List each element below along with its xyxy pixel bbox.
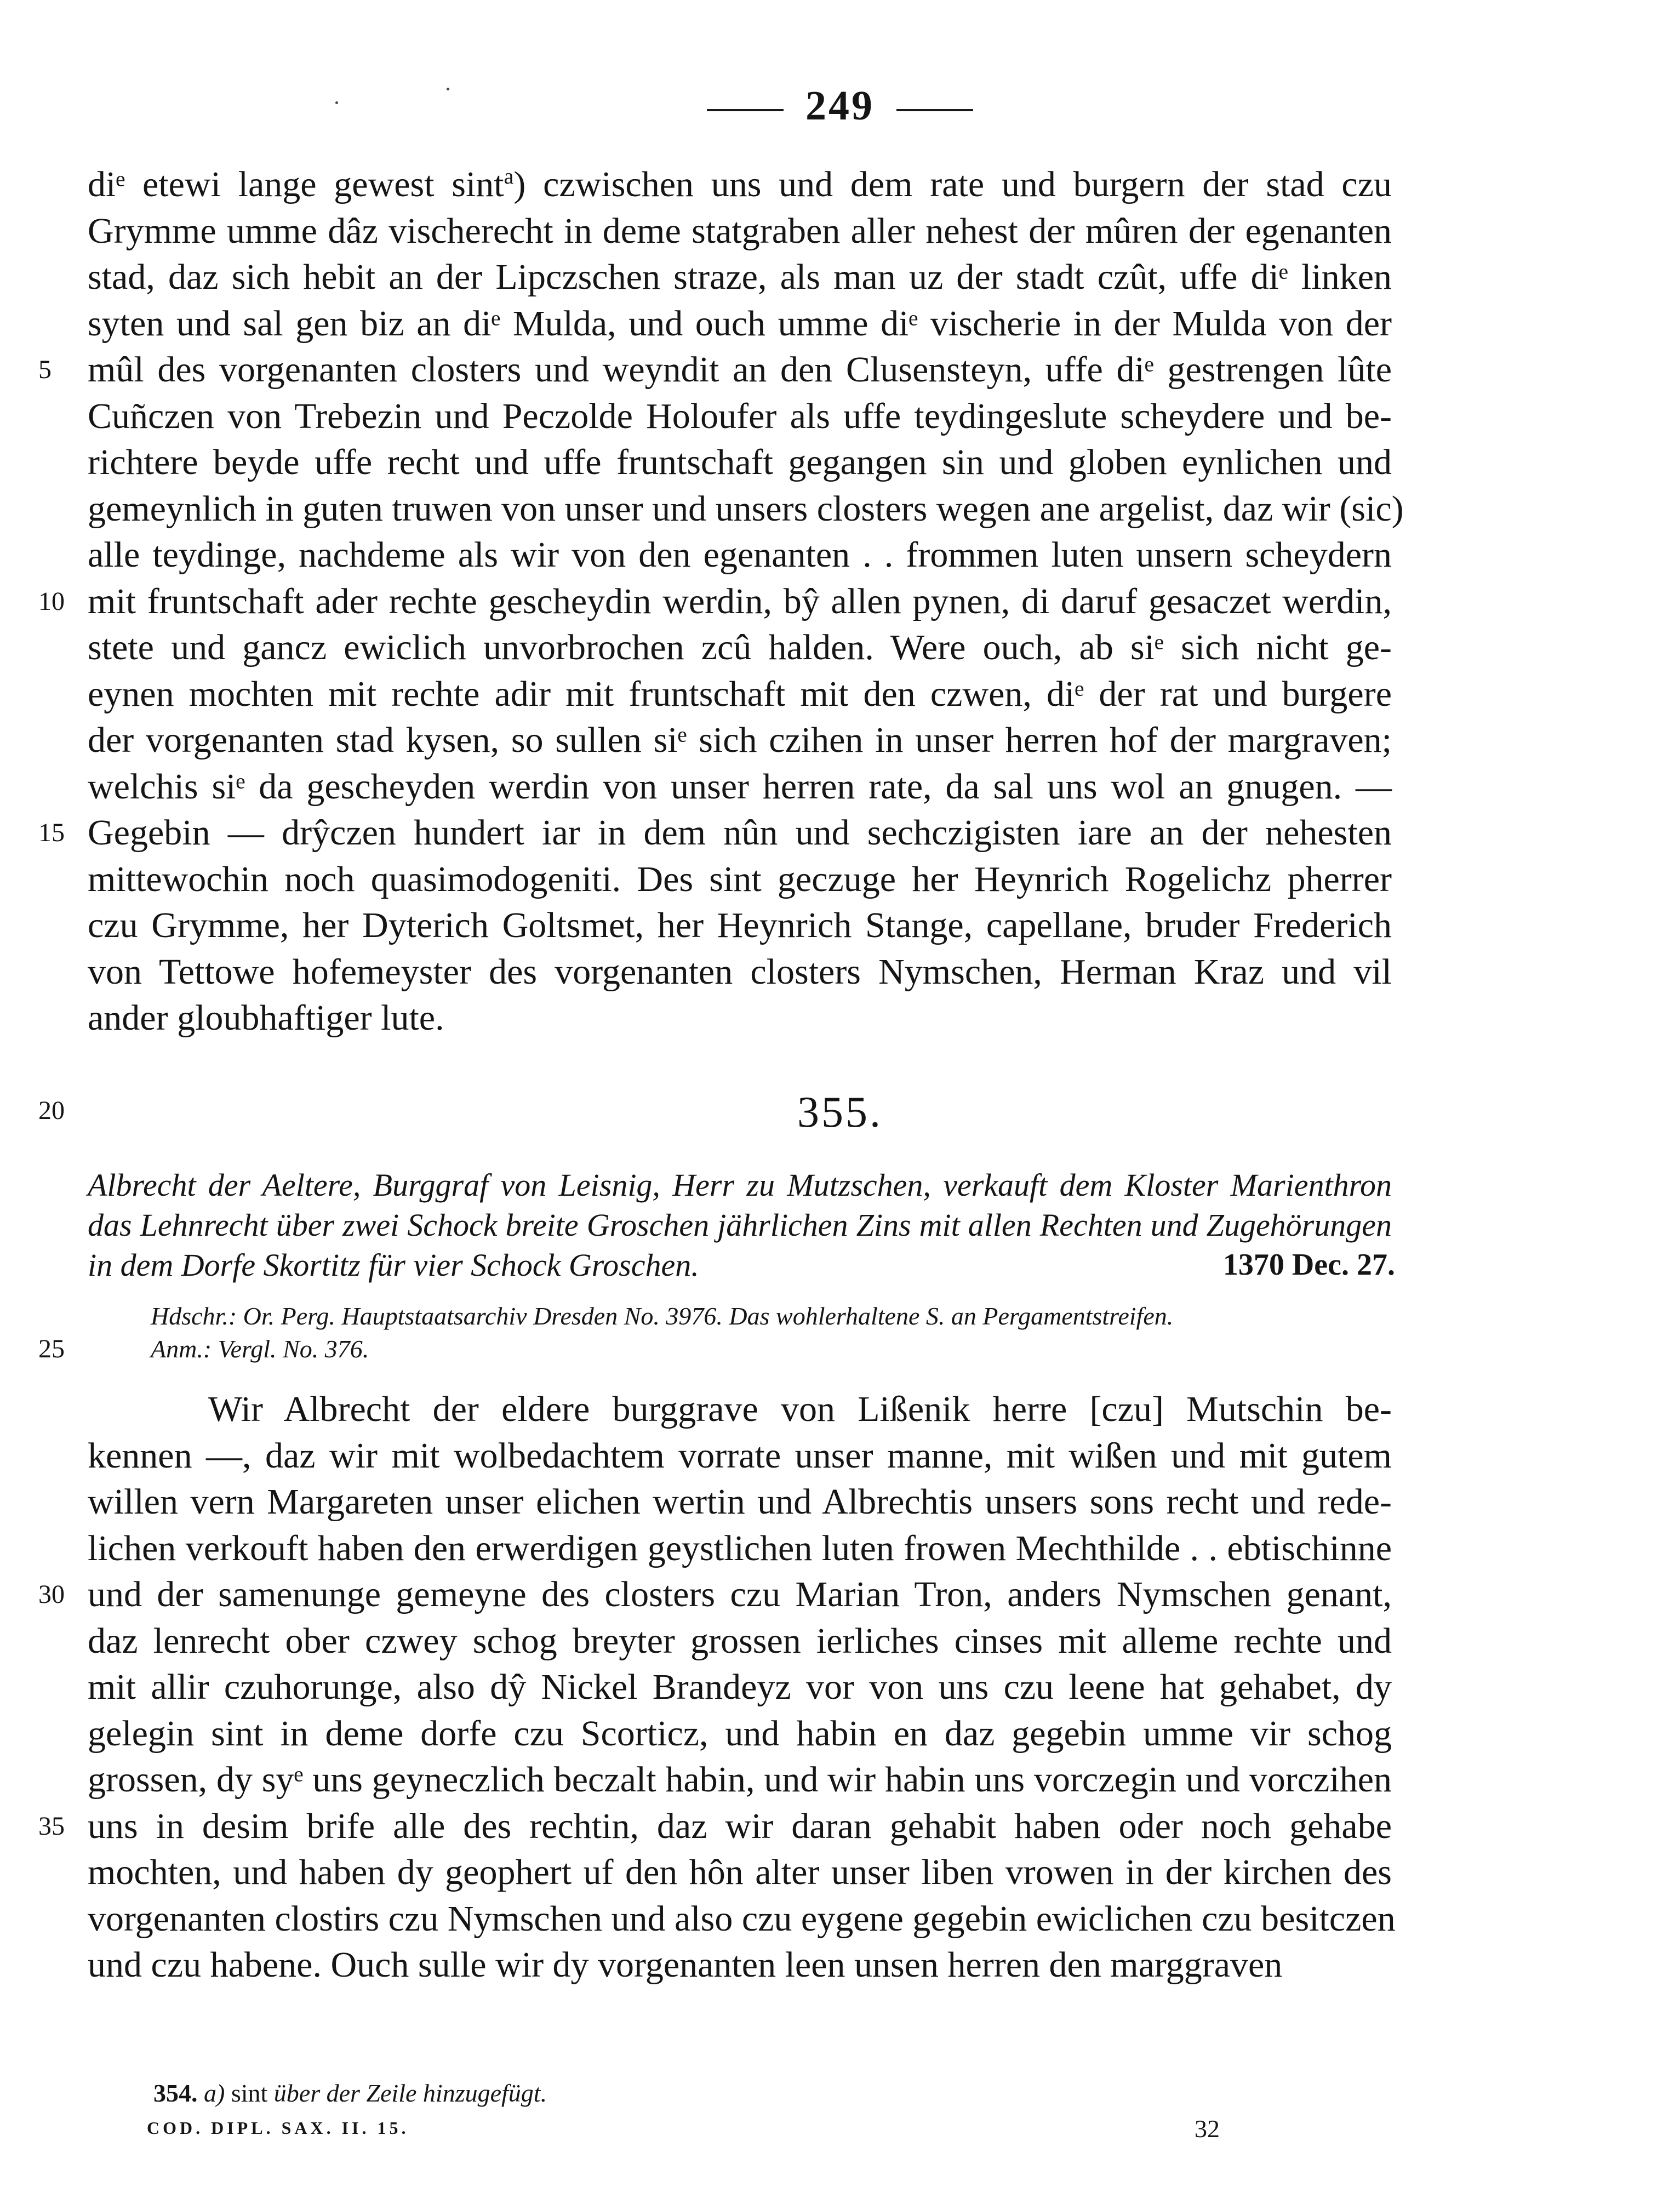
line-text: der vorgenanten stad kysen, so sullen siᵉ sich czihen in unser herren hof der margraven; xyxy=(88,720,1392,760)
text-line xyxy=(88,903,1392,949)
line-text: mit allir czuhorunge, also dŷ Nickel Brandeyz vor von uns czu leene hat gehabet, dy xyxy=(88,1667,1392,1707)
line-text: ander gloubhaftiger lute. xyxy=(88,998,444,1038)
header-rule-left xyxy=(707,109,784,111)
line-text: willen vern Margareten unser elichen wertin und Albrechtis unsers sons recht und rede- xyxy=(88,1482,1392,1522)
footnote-word: sint xyxy=(231,2079,268,2107)
line-number: 15 xyxy=(38,818,65,847)
text-line xyxy=(88,764,1392,810)
text-line xyxy=(88,1572,1392,1618)
text-line xyxy=(88,949,1392,995)
line-text: stete und gancz ewiclich unvorbrochen zcû halden. Were ouch, ab siᵉ sich nicht ge- xyxy=(88,627,1392,667)
line-text: eynen mochten mit rechte adir mit fruntschaft mit den czwen, diᵉ der rat und burgere xyxy=(88,673,1392,714)
line-text: lichen verkouft haben den erwerdigen geystlichen luten frowen Mechthilde . . ebtischinne xyxy=(88,1528,1392,1568)
line-text: czu Grymme, her Dyterich Goltsmet, her Heynrich Stange, capellane, bruder Frederich xyxy=(88,905,1392,945)
text-line xyxy=(88,1849,1392,1896)
footnote-marker: a xyxy=(504,164,514,189)
header-rule-right xyxy=(896,109,973,111)
series-signature: COD. DIPL. SAX. II. 15. xyxy=(147,2118,409,2138)
text-line xyxy=(88,1803,1392,1849)
text-line xyxy=(88,486,1404,532)
line-text: kennen —, daz wir mit wolbedachtem vorrate unser manne, mit wißen und mit gutem xyxy=(88,1435,1392,1476)
text-line xyxy=(88,254,1392,300)
line-text: syten und sal gen biz an diᵉ Mulda, und ouch umme diᵉ vischerie in der Mulda von der xyxy=(88,303,1392,344)
text-line xyxy=(88,1942,1392,1988)
print-speck xyxy=(447,88,449,90)
text-line xyxy=(88,810,1392,856)
line-text: welchis siᵉ da gescheyden werdin von unser herren rate, da sal uns wol an gnugen. — xyxy=(88,766,1392,807)
text-line xyxy=(88,579,1392,625)
line-text: von Tettowe hofemeyster des vorgenanten closters Nymschen, Herman Kraz und vil xyxy=(88,951,1392,992)
line-text: und czu habene. Ouch sulle wir dy vorgenanten leen unsen herren den marggraven xyxy=(88,1945,1283,1985)
line-text: Wir Albrecht der eldere burggrave von Lißenik herre [czu] Mutschin be- xyxy=(208,1389,1392,1429)
line-text-continued: ) czwischen uns und dem rate und burgern der stad czu xyxy=(513,164,1392,204)
text-line xyxy=(88,1479,1392,1525)
text-line xyxy=(88,532,1392,578)
line-text: mit fruntschaft ader rechte gescheydin werdin, bŷ allen pynen, di daruf gesaczet werdin, xyxy=(88,581,1392,621)
regest-line: Albrecht der Aeltere, Burggraf von Leisnig, Herr zu Mutzschen, verkauft dem Kloster Marienthron xyxy=(88,1167,1392,1203)
line-text: und der samenunge gemeyne des closters czu Marian Tron, anders Nymschen genant, xyxy=(88,1574,1392,1614)
sheet-signature: 32 xyxy=(1195,2115,1220,2143)
document-date: 1370 Dec. 27. xyxy=(1222,1248,1395,1282)
text-line xyxy=(88,1664,1392,1710)
text-line xyxy=(88,162,1392,208)
source-line: Anm.: Vergl. No. 376. xyxy=(151,1335,369,1363)
regest-line: in dem Dorfe Skortitz für vier Schock Groschen. xyxy=(88,1247,699,1283)
line-number: 25 xyxy=(38,1334,65,1363)
line-text: grossen, dy syᵉ uns geyneczlich beczalt habin, und wir habin uns vorczegin und vorczihen xyxy=(88,1760,1392,1800)
line-text: mochten, und haben dy geophert uf den hôn alter unser liben vrowen in der kirchen des xyxy=(88,1852,1392,1892)
text-line xyxy=(88,1757,1392,1803)
line-number: 5 xyxy=(38,355,52,384)
line-text: richtere beyde uffe recht und uffe fruntschaft gegangen sin und globen eynlichen und xyxy=(88,442,1392,482)
line-text: gelegin sint in deme dorfe czu Scorticz, und habin en daz gegebin umme vir schog xyxy=(88,1713,1392,1754)
text-line xyxy=(88,208,1392,254)
page-number: 249 xyxy=(805,83,875,129)
text-line xyxy=(88,625,1392,671)
line-number: 35 xyxy=(38,1811,65,1841)
text-line xyxy=(88,995,1392,1041)
line-text: diᵉ etewi lange gewest sint xyxy=(88,164,504,204)
line-number: 30 xyxy=(38,1580,65,1609)
text-line xyxy=(208,1386,1392,1432)
text-line xyxy=(88,717,1392,763)
line-text: stad, daz sich hebit an der Lipczschen straze, als man uz der stadt czût, uffe diᵉ linken xyxy=(88,257,1392,297)
text-line xyxy=(88,393,1392,439)
footnote-ref: 354. xyxy=(153,2079,198,2107)
regest-line: das Lehnrecht über zwei Schock breite Groschen jährlichen Zins mit allen Rechten und Zugehörungen xyxy=(88,1207,1392,1243)
line-text: Gegebin — drŷczen hundert iar in dem nûn und sechczigisten iare an der nehesten xyxy=(88,813,1392,853)
text-line xyxy=(88,1433,1392,1479)
line-text: vorgenanten clostirs czu Nymschen und also czu eygene gegebin ewiclichen czu besitczen xyxy=(88,1898,1396,1939)
text-line xyxy=(88,671,1392,717)
line-text: alle teydinge, nachdeme als wir von den egenanten . . frommen luten unsern scheydern xyxy=(88,535,1392,575)
footnote xyxy=(153,2077,547,2110)
text-line xyxy=(88,439,1392,486)
source-line: Hdschr.: Or. Perg. Hauptstaatsarchiv Dresden No. 3976. Das wohlerhaltene S. an Pergamentstreifen. xyxy=(151,1302,1174,1330)
text-line xyxy=(88,1618,1392,1664)
text-line xyxy=(88,857,1392,903)
print-speck xyxy=(335,101,338,104)
line-text: Grymme umme dâz vischerecht in deme statgraben aller nehest der mûren der egenanten xyxy=(88,210,1392,251)
text-line xyxy=(88,1896,1396,1942)
page-header xyxy=(0,82,1680,130)
footnote-text: über der Zeile hinzugefügt. xyxy=(273,2079,547,2107)
line-text: mittewochin noch quasimodogeniti. Des sint geczuge her Heynrich Rogelichz pherrer xyxy=(88,859,1392,899)
text-line xyxy=(88,1526,1392,1572)
line-text: gemeynlich in guten truwen von unser und unsers closters wegen ane argelist, daz wir (sic) xyxy=(88,488,1404,529)
text-line xyxy=(88,347,1392,393)
line-text: mûl des vorgenanten closters und weyndit an den Clusensteyn, uffe diᵉ gestrengen lûte xyxy=(88,350,1392,390)
text-line xyxy=(88,1711,1392,1757)
line-text: daz lenrecht ober czwey schog breyter grossen ierliches cinses mit alleme rechte und xyxy=(88,1620,1392,1661)
text-line xyxy=(88,301,1392,347)
line-number-20: 20 xyxy=(38,1096,65,1125)
line-number: 10 xyxy=(38,586,65,616)
line-text: uns in desim brife alle des rechtin, daz wir daran gehabit haben oder noch gehabe xyxy=(88,1806,1392,1846)
line-text: Cuñczen von Trebezin und Peczolde Holoufer als uffe teydingeslute scheydere und be- xyxy=(88,396,1392,436)
document-number: 355. xyxy=(797,1088,883,1137)
footnote-letter: a) xyxy=(204,2079,225,2107)
